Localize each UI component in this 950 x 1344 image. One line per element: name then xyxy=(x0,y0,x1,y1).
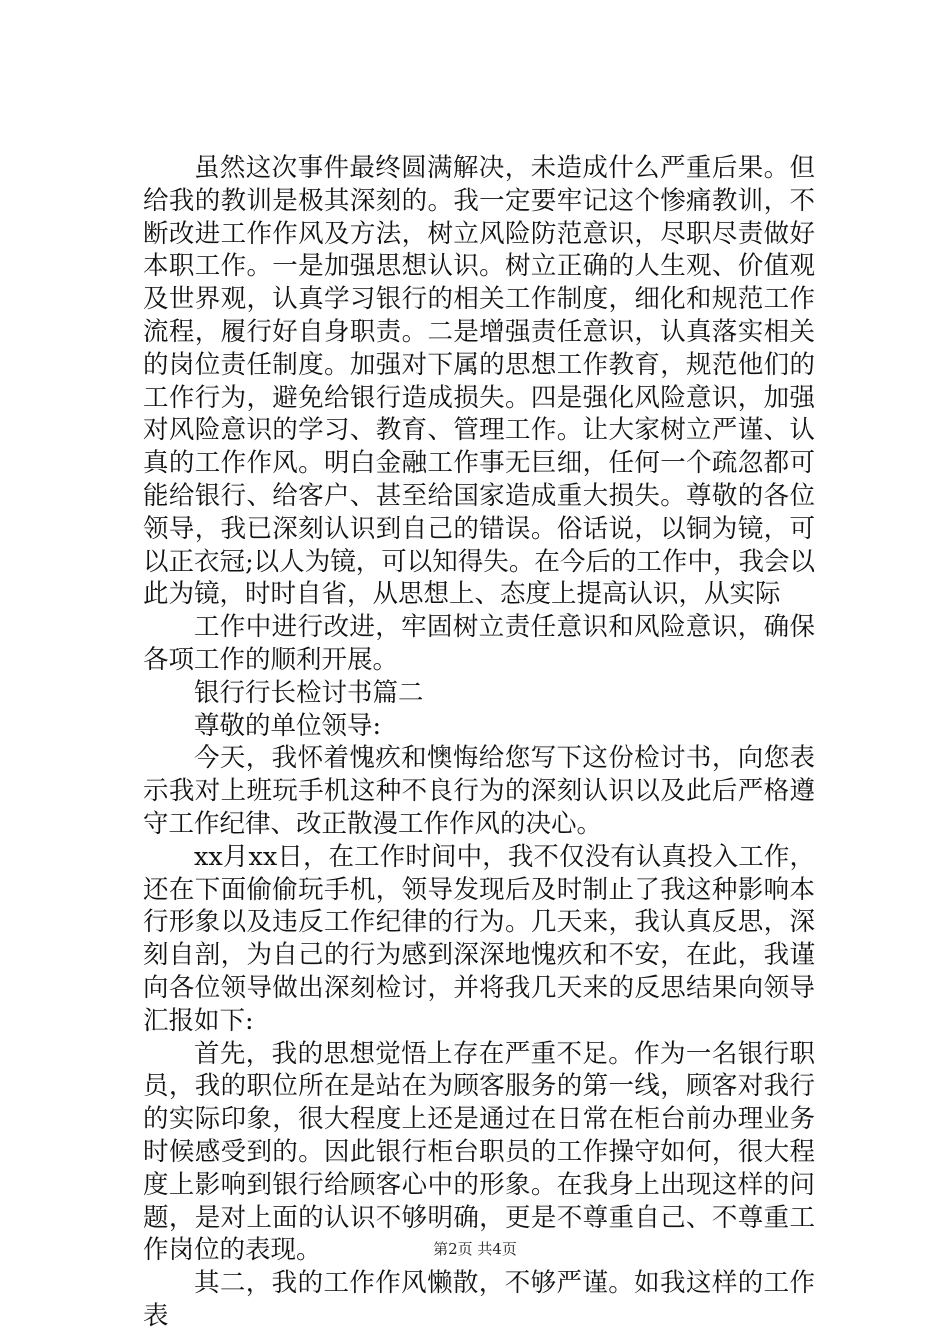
paragraph-1: 虽然这次事件最终圆满解决，未造成什么严重后果。但给我的教训是极其深刻的。我一定要牢记这个惨痛教训，不断改进工作作风及方法，树立风险防范意识，尽职尽责做好本职工作。一是加强思想认识。树立正确的人生观、价值观及世界观，认真学习银行的相关工作制度，细化和规范工作流程，履行好自身职责。二是增强责任意识，认真落实相关的岗位责任制度。加强对下属的思想工作教育，规范他们的工作行为，避免给银行造成损失。四是强化风险意识，加强对风险意识的学习、教育、管理工作。让大家树立严谨、认真的工作作风。明白金融工作事无巨细，任何一个疏忽都可能给银行、给客户、甚至给国家造成重大损失。尊敬的各位领导，我已深刻认识到自己的错误。俗话说，以铜为镜，可以正衣冠;以人为镜，可以知得失。在今后的工作中，我会以此为镜，时时自省，从思想上、态度上提高认识，从实际 xyxy=(143,153,815,610)
page-number-footer: 第2页 共4页 xyxy=(433,1240,517,1258)
paragraph-7: 首先，我的思想觉悟上存在严重不足。作为一名银行职员，我的职位所在是站在为顾客服务的第一线，顾客对我行的实际印象，很大程度上还是通过在日常在柜台前办理业务时候感受到的。因此银行柜台职员的工作操守如何，很大程度上影响到银行给顾客心中的形象。在我身上出现这样的问题，是对上面的认识不够明确，更是不尊重自己、不尊重工作岗位的表现。 xyxy=(143,1038,815,1266)
section-heading: 银行行长检讨书篇二 xyxy=(194,677,424,708)
paragraph-8: 其二，我的工作作风懒散，不够严谨。如我这样的工作表 xyxy=(143,1268,815,1331)
paragraph-6: xx月xx日，在工作时间中，我不仅没有认真投入工作，还在下面偷偷玩手机，领导发现后及时制止了我这种影响本行形象以及违反工作纪律的行为。几天来，我认真反思，深刻自剖，为自己的行为感到深深地愧疚和不安，在此，我谨向各位领导做出深刻检讨，并将我几天来的反思结果向领导汇报如下: xyxy=(143,841,815,1036)
salutation: 尊敬的单位领导: xyxy=(194,710,382,741)
document-body xyxy=(143,152,815,1333)
paragraph-5: 今天，我怀着愧疚和懊悔给您写下这份检讨书，向您表示我对上班玩手机这种不良行为的深刻认识以及此后严格遵守工作纪律、改正散漫工作作风的决心。 xyxy=(143,743,815,839)
paragraph-2: 工作中进行改进，牢固树立责任意识和风险意识，确保各项工作的顺利开展。 xyxy=(143,612,815,675)
